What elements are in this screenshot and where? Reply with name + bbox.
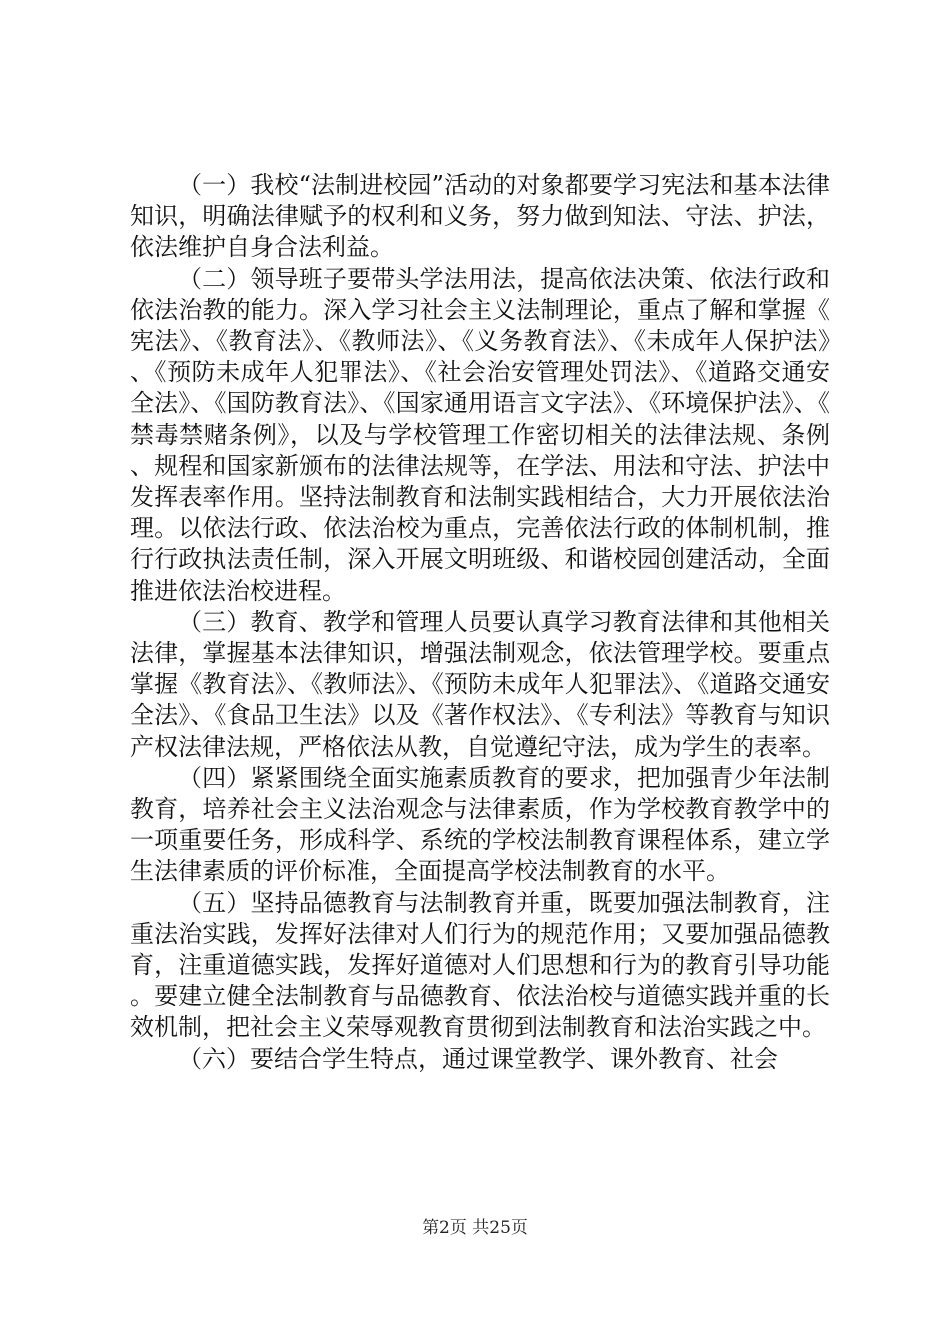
page-number-label: 第2页 共25页 (422, 1218, 528, 1238)
document-body (130, 170, 830, 1075)
paragraph-1: （一）我校“法制进校园”活动的对象都要学习宪法和基本法律知识，明确法律赋予的权利和义务，努力做到知法、守法、护法，依法维护自身合法利益。 (130, 171, 830, 262)
paragraph-6: （六）要结合学生特点，通过课堂教学、课外教育、社会 (178, 1044, 778, 1073)
paragraph-5: （五）坚持品德教育与法制教育并重，既要加强法制教育，注重法治实践，发挥好法律对人们行为的规范作用；又要加强品德教育，注重道德实践，发挥好道德对人们思想和行为的教育引导功能。要建立健全法制教育与品德教育、依法治校与道德实践并重的长效机制，把社会主义荣辱观教育贯彻到法制教育和法治实践之中。 (130, 888, 830, 1042)
page-footer (0, 1217, 950, 1239)
paragraph-2: （二）领导班子要带头学法用法，提高依法决策、依法行政和依法治教的能力。深入学习社会主义法制理论，重点了解和掌握《宪法》、《教育法》、《教师法》、《义务教育法》、《未成年人保护法》、《预防未成年人犯罪法》、《社会治安管理处罚法》、《道路交通安全法》、《国防教育法》、《国家通用语言文字法》、《环境保护法》、《禁毒禁赌条例》，以及与学校管理工作密切相关的法律法规、条例、规程和国家新颁布的法律法规等，在学法、用法和守法、护法中发挥表率作用。坚持法制教育和法制实践相结合，大力开展依法治理。以依法行政、依法治校为重点，完善依法行政的体制机制，推行行政执法责任制，深入开展文明班级、和谐校园创建活动，全面推进依法治校进程。 (130, 264, 830, 605)
paragraph-4: （四）紧紧围绕全面实施素质教育的要求，把加强青少年法制教育，培养社会主义法治观念与法律素质，作为学校教育教学中的一项重要任务，形成科学、系统的学校法制教育课程体系，建立学生法律素质的评价标准，全面提高学校法制教育的水平。 (130, 763, 830, 886)
paragraph-3: （三）教育、教学和管理人员要认真学习教育法律和其他相关法律，掌握基本法律知识，增强法制观念，依法管理学校。要重点掌握《教育法》、《教师法》、《预防未成年人犯罪法》、《道路交通安全法》、《食品卫生法》以及《著作权法》、《专利法》等教育与知识产权法律法规，严格依法从教，自觉遵纪守法，成为学生的表率。 (130, 607, 830, 761)
